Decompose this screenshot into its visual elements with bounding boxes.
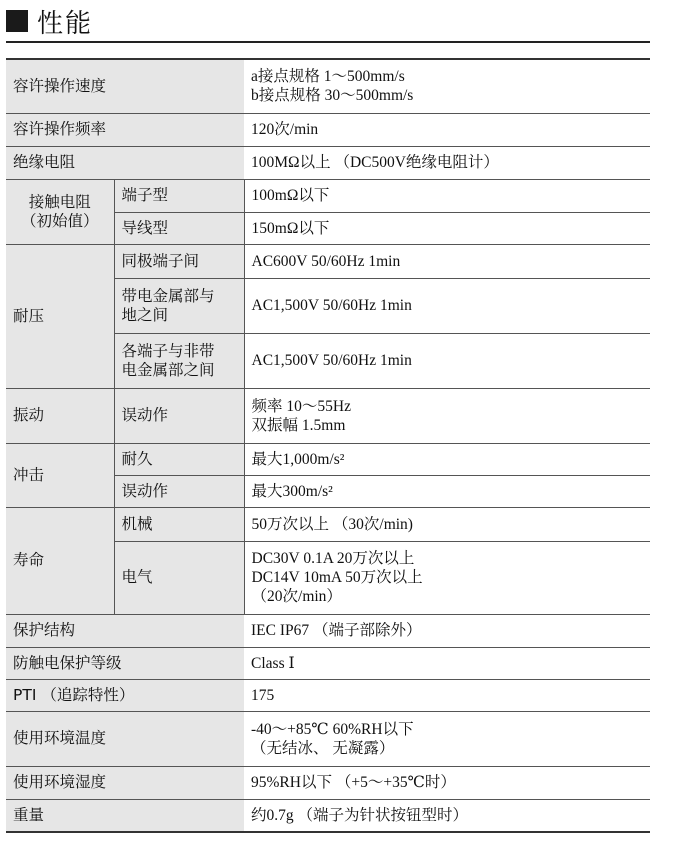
sub-label-terminal-type: 端子型 <box>114 179 244 212</box>
row-value-terminal-to-non-live: AC1,500V 50/60Hz 1min <box>244 333 650 388</box>
table-row <box>6 443 650 475</box>
row-label-ambient-humidity: 使用环境湿度 <box>6 766 244 799</box>
value-line: （无结冰、 无凝露） <box>251 739 395 757</box>
sub-label-vibration-malfunction: 误动作 <box>114 388 244 443</box>
row-label-weight: 重量 <box>6 799 244 832</box>
table-row <box>6 614 650 647</box>
table-row <box>6 179 650 212</box>
row-value-ambient-temperature <box>244 711 650 766</box>
row-value-ambient-humidity: 95%RH以下 （+5～+35℃时） <box>244 766 650 799</box>
sub-label-terminal-to-non-live <box>114 333 244 388</box>
label-line: 电金属部之间 <box>121 360 215 379</box>
row-value-shock-protection-class: Class Ⅰ <box>244 647 650 679</box>
label-line: （初始值） <box>20 211 99 230</box>
value-line: 频率 10～55Hz <box>251 397 351 415</box>
value-line: DC14V 10mA 50万次以上 <box>251 569 423 586</box>
label-line: 地之间 <box>121 305 169 324</box>
value-line: DC30V 0.1A 20万次以上 <box>251 550 415 567</box>
row-label-operating-speed: 容许操作速度 <box>6 59 244 113</box>
value-line: a接点规格 1～500mm/s <box>251 68 405 86</box>
table-row <box>6 507 650 541</box>
sub-label-live-to-ground <box>114 278 244 333</box>
heading-rule <box>6 41 650 43</box>
sub-label-same-pole: 同极端子间 <box>114 244 244 278</box>
row-value-insulation-resistance: 100MΩ以上 （DC500V绝缘电阻计） <box>244 146 650 179</box>
row-value-operating-speed <box>244 59 650 113</box>
row-label-vibration: 振动 <box>6 388 114 443</box>
row-value-protection-structure: IEC IP67 （端子部除外） <box>244 614 650 647</box>
row-value-lead-wire-type: 150mΩ以下 <box>244 212 650 244</box>
row-value-shock-malfunction: 最大300m/s² <box>244 475 650 507</box>
row-label-shock: 冲击 <box>6 443 114 507</box>
table-row <box>6 244 650 278</box>
sub-label-shock-malfunction: 误动作 <box>114 475 244 507</box>
value-line: （20次/min） <box>251 588 342 605</box>
table-row <box>6 113 650 146</box>
row-label-shock-protection-class: 防触电保护等级 <box>6 647 244 679</box>
section-title: 性能 <box>37 8 94 39</box>
label-line: 接触电阻 <box>28 192 91 211</box>
table-row <box>6 59 650 113</box>
row-label-contact-resistance <box>6 179 114 244</box>
row-value-vibration <box>244 388 650 443</box>
value-line: -40～+85℃ 60%RH以下 <box>251 720 414 738</box>
square-bullet-icon <box>6 10 28 32</box>
label-line: 各端子与非带 <box>121 341 215 360</box>
row-value-mechanical-life: 50万次以上 （30次/min) <box>244 507 650 541</box>
sub-label-lead-wire-type: 导线型 <box>114 212 244 244</box>
table-row <box>6 647 650 679</box>
row-value-terminal-type: 100mΩ以下 <box>244 179 650 212</box>
row-value-shock-durability: 最大1,000m/s² <box>244 443 650 475</box>
row-label-operating-frequency: 容许操作频率 <box>6 113 244 146</box>
row-value-pti: 175 <box>244 679 650 711</box>
row-value-same-pole: AC600V 50/60Hz 1min <box>244 244 650 278</box>
spec-table <box>6 58 650 833</box>
row-value-operating-frequency: 120次/min <box>244 113 650 146</box>
row-label-protection-structure: 保护结构 <box>6 614 244 647</box>
row-value-live-to-ground: AC1,500V 50/60Hz 1min <box>244 278 650 333</box>
table-row <box>6 799 650 832</box>
row-label-life: 寿命 <box>6 507 114 614</box>
sub-label-mechanical-life: 机械 <box>114 507 244 541</box>
table-row <box>6 146 650 179</box>
value-line: b接点规格 30～500mm/s <box>251 87 414 105</box>
table-row <box>6 766 650 799</box>
row-label-ambient-temperature: 使用环境温度 <box>6 711 244 766</box>
row-label-insulation-resistance: 绝缘电阻 <box>6 146 244 179</box>
table-row <box>6 711 650 766</box>
row-value-weight: 约0.7g （端子为针状按钮型时） <box>244 799 650 832</box>
table-row <box>6 388 650 443</box>
row-label-pti: PTI （追踪特性） <box>6 679 244 711</box>
section-heading <box>6 2 93 40</box>
sub-label-electrical-life: 电气 <box>114 541 244 614</box>
table-row <box>6 679 650 711</box>
sub-label-shock-durability: 耐久 <box>114 443 244 475</box>
row-label-dielectric-strength: 耐压 <box>6 244 114 388</box>
row-value-electrical-life <box>244 541 650 614</box>
label-line: 带电金属部与 <box>121 286 215 305</box>
value-line: 双振幅 1.5mm <box>251 416 346 434</box>
